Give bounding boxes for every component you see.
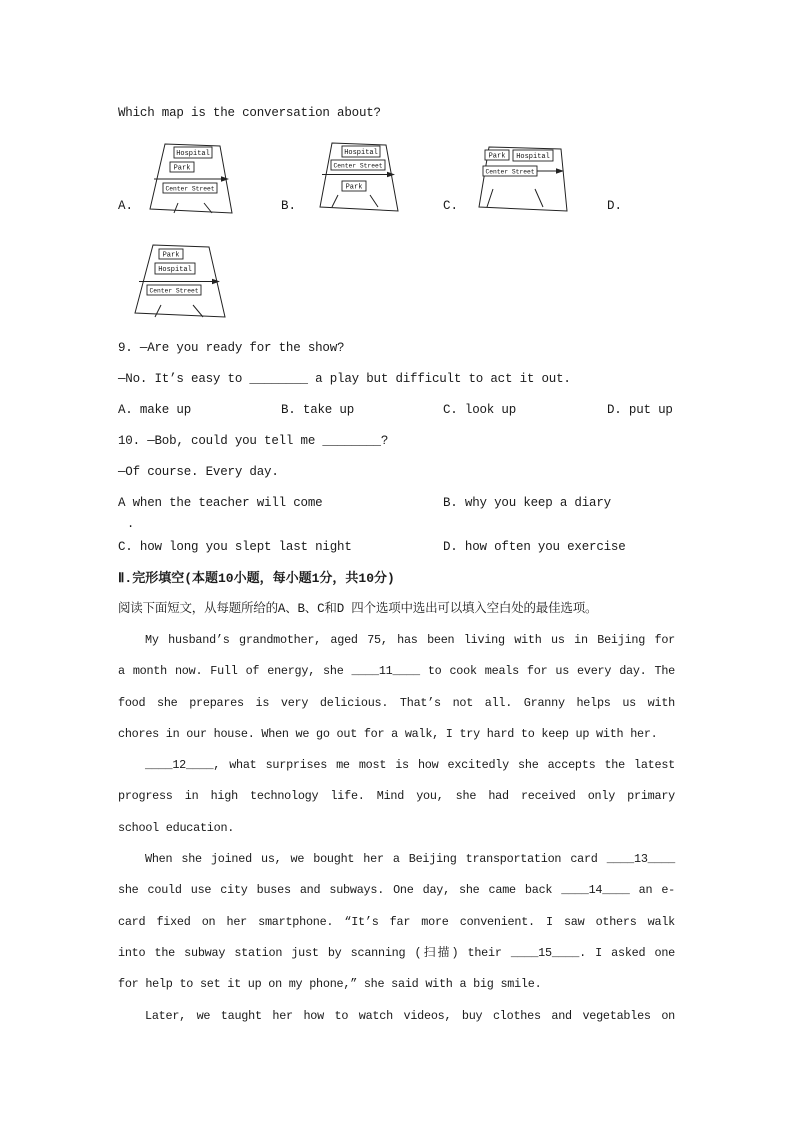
option-label-c: C. — [443, 199, 459, 213]
question10-line2: —Of course. Every day. — [118, 465, 279, 479]
q10-option-a: A when the teacher will come — [118, 496, 323, 510]
option-label-a: A. — [118, 199, 134, 213]
park-label: Park — [173, 164, 191, 173]
q9-option-b: B. take up — [281, 403, 355, 417]
cloze-line: ____12____, what surprises me most is how excitedly she accepts the latest — [145, 758, 675, 773]
cloze-line: for help to set it up on my phone,” she said with a big smile. — [118, 977, 542, 992]
question10-options-row1 — [118, 488, 675, 519]
center-street-label: Center Street — [485, 168, 535, 176]
q9-option-c: C. look up — [443, 403, 517, 417]
option-label-d: D. — [607, 199, 623, 213]
park-label: Park — [162, 251, 180, 260]
document-content — [118, 98, 675, 1032]
option-label-b: B. — [281, 199, 297, 213]
street-arrow-icon — [221, 176, 229, 182]
q10-option-d: D. how often you exercise — [443, 540, 626, 554]
question9-line2: —No. It’s easy to ________ a play but difficult to act it out. — [118, 372, 571, 386]
cloze-line: food she prepares is very delicious. That’s not all. Granny helps us with — [118, 695, 675, 710]
cloze-passage — [118, 625, 675, 1032]
question10-options-row2 — [118, 532, 675, 563]
cloze-line: My husband’s grandmother, aged 75, has been living with us in Beijing for — [145, 633, 675, 647]
center-street-label: Center Street — [165, 185, 215, 193]
cloze-line: chores in our house. When we go out for a walk, I try hard to keep up with her. — [118, 726, 658, 741]
question9-options — [118, 395, 675, 426]
q9-option-a: A. make up — [118, 403, 192, 417]
q10-option-b: B. why you keep a diary — [443, 496, 611, 510]
center-street-label: Center Street — [333, 162, 383, 170]
map-option-c — [477, 145, 569, 215]
section2-heading: Ⅱ.完形填空(本题10小题，每小题1分，共10分) — [118, 571, 395, 586]
stray-period: . — [127, 517, 135, 531]
section2-instruction: 阅读下面短文，从每题所给的A、B、C和D 四个选项中选出可以填入空白处的最佳选项。 — [118, 602, 598, 616]
question8-maps — [118, 133, 675, 333]
map-option-b — [318, 141, 400, 215]
question8-prompt: Which map is the conversation about? — [118, 106, 381, 120]
park-label: Park — [345, 183, 363, 192]
hospital-label: Hospital — [158, 266, 192, 274]
question10-line1: 10. —Bob, could you tell me ________? — [118, 434, 389, 448]
cloze-line: progress in high technology life. Mind you, she had received only primary — [118, 789, 675, 804]
hospital-label: Hospital — [176, 150, 210, 158]
cloze-line: When she joined us, we bought her a Beijing transportation card ____13____ — [145, 852, 675, 867]
q9-option-d: D. put up — [607, 403, 673, 417]
map-option-a — [148, 141, 234, 219]
road-lines — [487, 189, 543, 207]
hospital-label: Hospital — [344, 149, 378, 157]
q10-option-c: C. how long you slept last night — [118, 540, 352, 554]
question9-line1: 9. —Are you ready for the show? — [118, 341, 345, 355]
park-label: Park — [488, 152, 506, 161]
road-lines — [332, 195, 378, 207]
cloze-line: card fixed on her smartphone. “It’s far more convenient. I saw others walk — [118, 914, 675, 929]
cloze-line: she could use city buses and subways. One day, she came back ____14____ an e- — [118, 883, 675, 898]
map-option-d — [133, 243, 229, 321]
cloze-line: school education. — [118, 820, 235, 835]
center-street-label: Center Street — [149, 287, 199, 295]
hospital-label: Hospital — [516, 153, 550, 161]
cloze-line: into the subway station just by scanning (扫描) their ____15____. I asked one — [118, 945, 675, 960]
cloze-line: a month now. Full of energy, she ____11____ to cook meals for us every day. The — [118, 664, 675, 679]
cloze-line: Later, we taught her how to watch videos, buy clothes and vegetables on — [145, 1008, 675, 1023]
